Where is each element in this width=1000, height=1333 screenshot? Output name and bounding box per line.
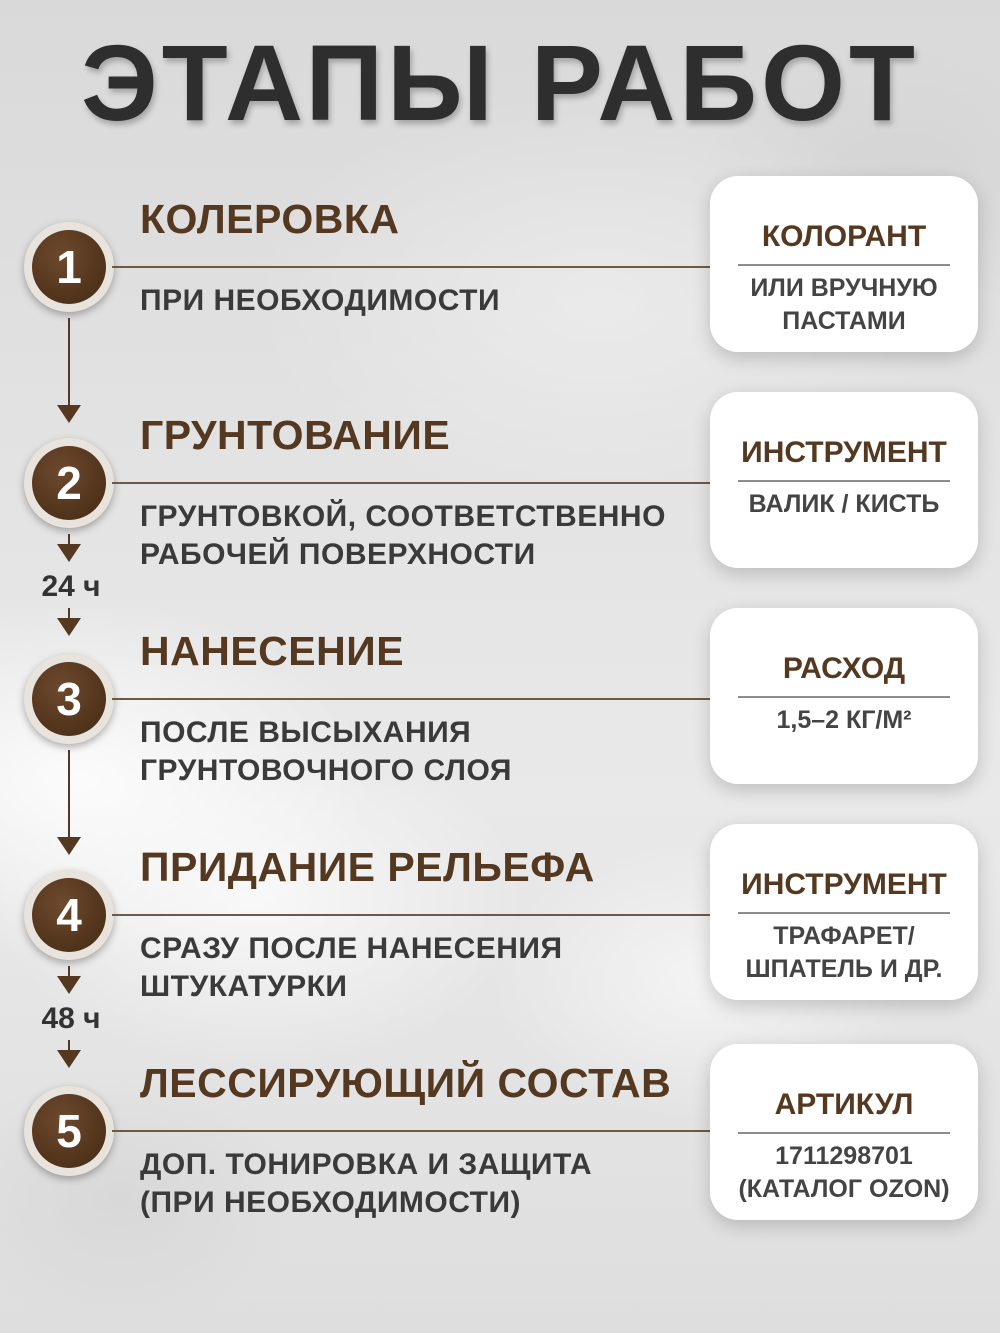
- step-title: ЛЕССИРУЮЩИЙ СОСТАВ: [140, 1060, 672, 1106]
- step-title: ГРУНТОВАНИЕ: [140, 412, 451, 458]
- card-label: РАСХОД: [782, 652, 906, 685]
- interval-label: 24 ч: [41, 570, 101, 603]
- arrow-down-icon: [57, 618, 81, 636]
- info-card: [710, 176, 978, 352]
- card-divider: [738, 696, 950, 698]
- card-value: 1,5–2 КГ/М²: [776, 706, 912, 734]
- step-title: ПРИДАНИЕ РЕЛЬЕФА: [140, 844, 595, 890]
- step-4: [0, 820, 1000, 1010]
- step-number-badge: [24, 654, 114, 744]
- step-description: ГРУНТОВКОЙ, СООТВЕТСТВЕННО РАБОЧЕЙ ПОВЕРХНОСТИ: [140, 500, 666, 571]
- arrow-down-icon: [57, 405, 81, 423]
- step-divider: [112, 698, 710, 700]
- step-1: [0, 172, 1000, 362]
- step-number: 2: [32, 446, 106, 520]
- arrow-down-icon: [57, 1050, 81, 1068]
- step-number: 1: [32, 230, 106, 304]
- connector-line: [68, 750, 70, 840]
- card-value: ТРАФАРЕТ/ ШПАТЕЛЬ И ДР.: [745, 922, 943, 983]
- step-divider: [112, 266, 710, 268]
- step-description: ДОП. ТОНИРОВКА И ЗАЩИТА (ПРИ НЕОБХОДИМОСТИ): [140, 1148, 593, 1219]
- step-description: ПОСЛЕ ВЫСЫХАНИЯ ГРУНТОВОЧНОГО СЛОЯ: [140, 716, 512, 787]
- info-card: [710, 392, 978, 568]
- card-label: ИНСТРУМЕНТ: [741, 868, 947, 901]
- card-divider: [738, 264, 950, 266]
- step-divider: [112, 914, 710, 916]
- step-number-badge: [24, 870, 114, 960]
- page-title: ЭТАПЫ РАБОТ: [80, 22, 920, 143]
- card-label: ИНСТРУМЕНТ: [741, 436, 947, 469]
- card-divider: [738, 912, 950, 914]
- card-label: КОЛОРАНТ: [761, 220, 927, 253]
- step-number-badge: [24, 1086, 114, 1176]
- arrow-down-icon: [57, 837, 81, 855]
- card-divider: [738, 480, 950, 482]
- step-divider: [112, 1130, 710, 1132]
- info-card: [710, 824, 978, 1000]
- step-description: СРАЗУ ПОСЛЕ НАНЕСЕНИЯ ШТУКАТУРКИ: [140, 932, 563, 1003]
- arrow-down-icon: [57, 976, 81, 994]
- card-label: АРТИКУЛ: [774, 1088, 914, 1121]
- step-number: 3: [32, 662, 106, 736]
- step-title: КОЛЕРОВКА: [140, 196, 400, 242]
- step-2: [0, 388, 1000, 578]
- step-5: [0, 1036, 1000, 1226]
- card-divider: [738, 1132, 950, 1134]
- arrow-down-icon: [57, 544, 81, 562]
- info-card: [710, 608, 978, 784]
- step-number: 4: [32, 878, 106, 952]
- card-value: ИЛИ ВРУЧНУЮ ПАСТАМИ: [750, 274, 938, 335]
- connector-line: [68, 318, 70, 408]
- interval-label: 48 ч: [41, 1002, 101, 1035]
- step-description: ПРИ НЕОБХОДИМОСТИ: [140, 284, 501, 317]
- step-divider: [112, 482, 710, 484]
- info-card: [710, 1044, 978, 1220]
- card-value: 1711298701 (КАТАЛОГ OZON): [738, 1142, 950, 1203]
- card-value: ВАЛИК / КИСТЬ: [748, 490, 940, 518]
- step-title: НАНЕСЕНИЕ: [140, 628, 405, 674]
- step-number-badge: [24, 222, 114, 312]
- step-3: [0, 604, 1000, 794]
- step-number: 5: [32, 1094, 106, 1168]
- step-number-badge: [24, 438, 114, 528]
